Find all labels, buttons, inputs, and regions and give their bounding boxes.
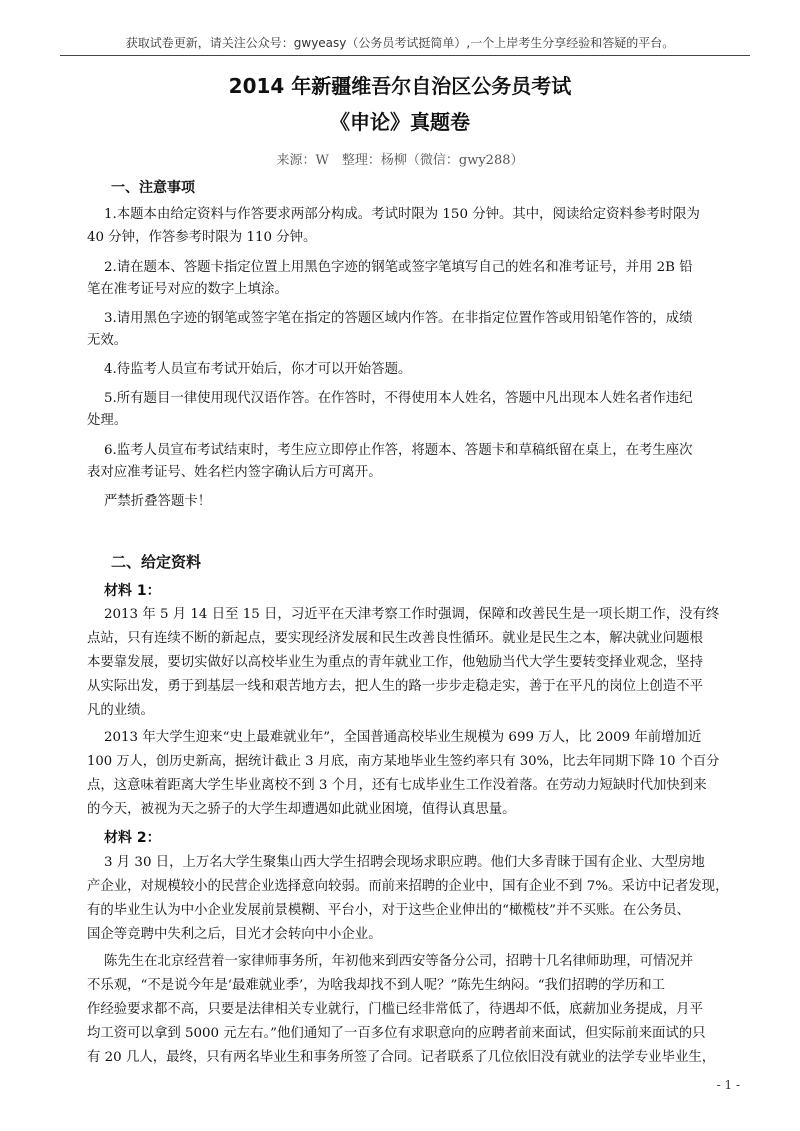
material-2-line: 产企业，对规模较小的民营企业选择意向较弱。而前来招聘的企业中，国有企业不到 7%。采访中记者发现， [87, 879, 729, 894]
material-2-line: 国企等竞聘中失利之后，目光才会转向中小企业。 [87, 927, 382, 942]
header-note: 获取试卷更新，请关注公众号：gwyeasy（公务员考试挺简单）,一个上岸考生分享经验和答疑的平台。 [125, 36, 675, 50]
materials-heading: 二、给定资料 [111, 553, 202, 571]
material-2-line: 有的毕业生认为中小企业发展前景模糊、平台小，对于这些企业伸出的“橄榄枝”并不买账。在公务员、 [87, 903, 690, 918]
notice-line: 3.请用黑色字迹的钢笔或签字笔在指定的答题区域内作答。在非指定位置作答或用铅笔作答的，成绩 [104, 311, 693, 326]
page-number: - 1 - [716, 1078, 740, 1092]
source-line: 来源：W 整理：杨柳（微信：gwy288） [276, 153, 524, 168]
material-1-line: 点站，只有连续不断的新起点，要实现经济发展和民生改善良性循环。就业是民生之本，解决就业问题根 [87, 631, 703, 646]
notice-line: 无效。 [87, 333, 128, 348]
notice-line: 1.本题本由给定资料与作答要求两部分构成。考试时限为 150 分钟。其中，阅读给定资料参考时限为 [104, 207, 700, 222]
material-1-line: 点，这意味着距离大学生毕业离校不到 3 个月，还有七成毕业生工作没着落。在劳动力短缺时代加快到来 [87, 778, 707, 793]
notice-warning: 严禁折叠答题卡！ [104, 494, 212, 509]
material-1-line: 凡的业绩。 [87, 703, 154, 718]
material-2-line: 有 20 几人，最终，只有两名毕业生和事务所签了合同。记者联系了几位依旧没有就业的法学专业毕业生， [87, 1050, 716, 1065]
material-2-line: 陈先生在北京经营着一家律师事务所，年初他来到西安等备分公司，招聘十几名律师助理，可情况并 [104, 954, 694, 969]
material-1-line: 从实际出发，勇于到基层一线和艰苦地方去，把人生的路一步步走稳走实，善于在平凡的岗位上创造不平 [87, 679, 703, 694]
material-1-line: 的今天，被视为天之骄子的大学生却遭遇如此就业困境，值得认真思量。 [87, 802, 516, 817]
notice-line: 处理。 [87, 413, 128, 428]
material-2-line: 3 月 30 日，上万名大学生聚集山西大学生招聘会现场求职应聘。他们大多青睐于国有企业、大型房地 [104, 855, 705, 870]
material-2-line: 作经验要求都不高，只要是法律相关专业就行，门槛已经非常低了，待遇却不低，底薪加业务提成，月平 [87, 1002, 703, 1017]
material-1-label: 材料 1： [104, 583, 161, 599]
material-1-line: 本要靠发展，要切实做好以高校毕业生为重点的青年就业工作，他勉励当代大学生要转变择业观念，坚持 [87, 655, 703, 670]
material-1-line: 100 万人，创历史新高，据统计截止 3 月底，南方某地毕业生签约率只有 30%，比去年同期下降 10 个百分 [87, 754, 720, 769]
header-divider [60, 55, 750, 56]
material-2-line: 均工资可以拿到 5000 元左右。”他们通知了一百多位有求职意向的应聘者前来面试，但实际前来面试的只 [87, 1026, 706, 1041]
notice-line: 5.所有题目一律使用现代汉语作答。在作答时，不得使用本人姓名，答题中凡出现本人姓名者作违纪 [104, 391, 693, 406]
material-2-label: 材料 2： [104, 830, 161, 846]
notice-line: 4.待监考人员宣布考试开始后，你才可以开始答题。 [104, 362, 412, 377]
notice-line: 表对应准考证号、姓名栏内签字确认后方可离开。 [87, 465, 382, 480]
notice-heading: 一、注意事项 [111, 180, 195, 196]
notice-line: 40 分钟，作答参考时限为 110 分钟。 [87, 230, 317, 245]
material-1-line: 2013 年 5 月 14 日至 15 日，习近平在天津考察工作时强调，保障和改善民生是一项长期工作，没有终 [104, 607, 720, 622]
notice-line: 笔在准考证号对应的数字上填涂。 [87, 282, 288, 297]
doc-title: 2014 年新疆维吾尔自治区公务员考试 [228, 74, 572, 98]
notice-line: 6.监考人员宣布考试结束时，考生应立即停止作答，将题本、答题卡和草稿纸留在桌上，在考生座次 [104, 443, 693, 458]
material-2-line: 不乐观，“不是说今年是‘最难就业季’，为啥我却找不到人呢？”陈先生纳闷。“我们招聘的学历和工 [87, 978, 666, 993]
notice-line: 2.请在题本、答题卡指定位置上用黑色字迹的钢笔或签字笔填写自己的姓名和准考证号，并用 2B 铅 [104, 260, 693, 275]
material-1-line: 2013 年大学生迎来“史上最难就业年”，全国普通高校毕业生规模为 699 万人，比 2009 年前增加近 [104, 730, 702, 745]
doc-subtitle: 《申论》真题卷 [330, 110, 470, 134]
